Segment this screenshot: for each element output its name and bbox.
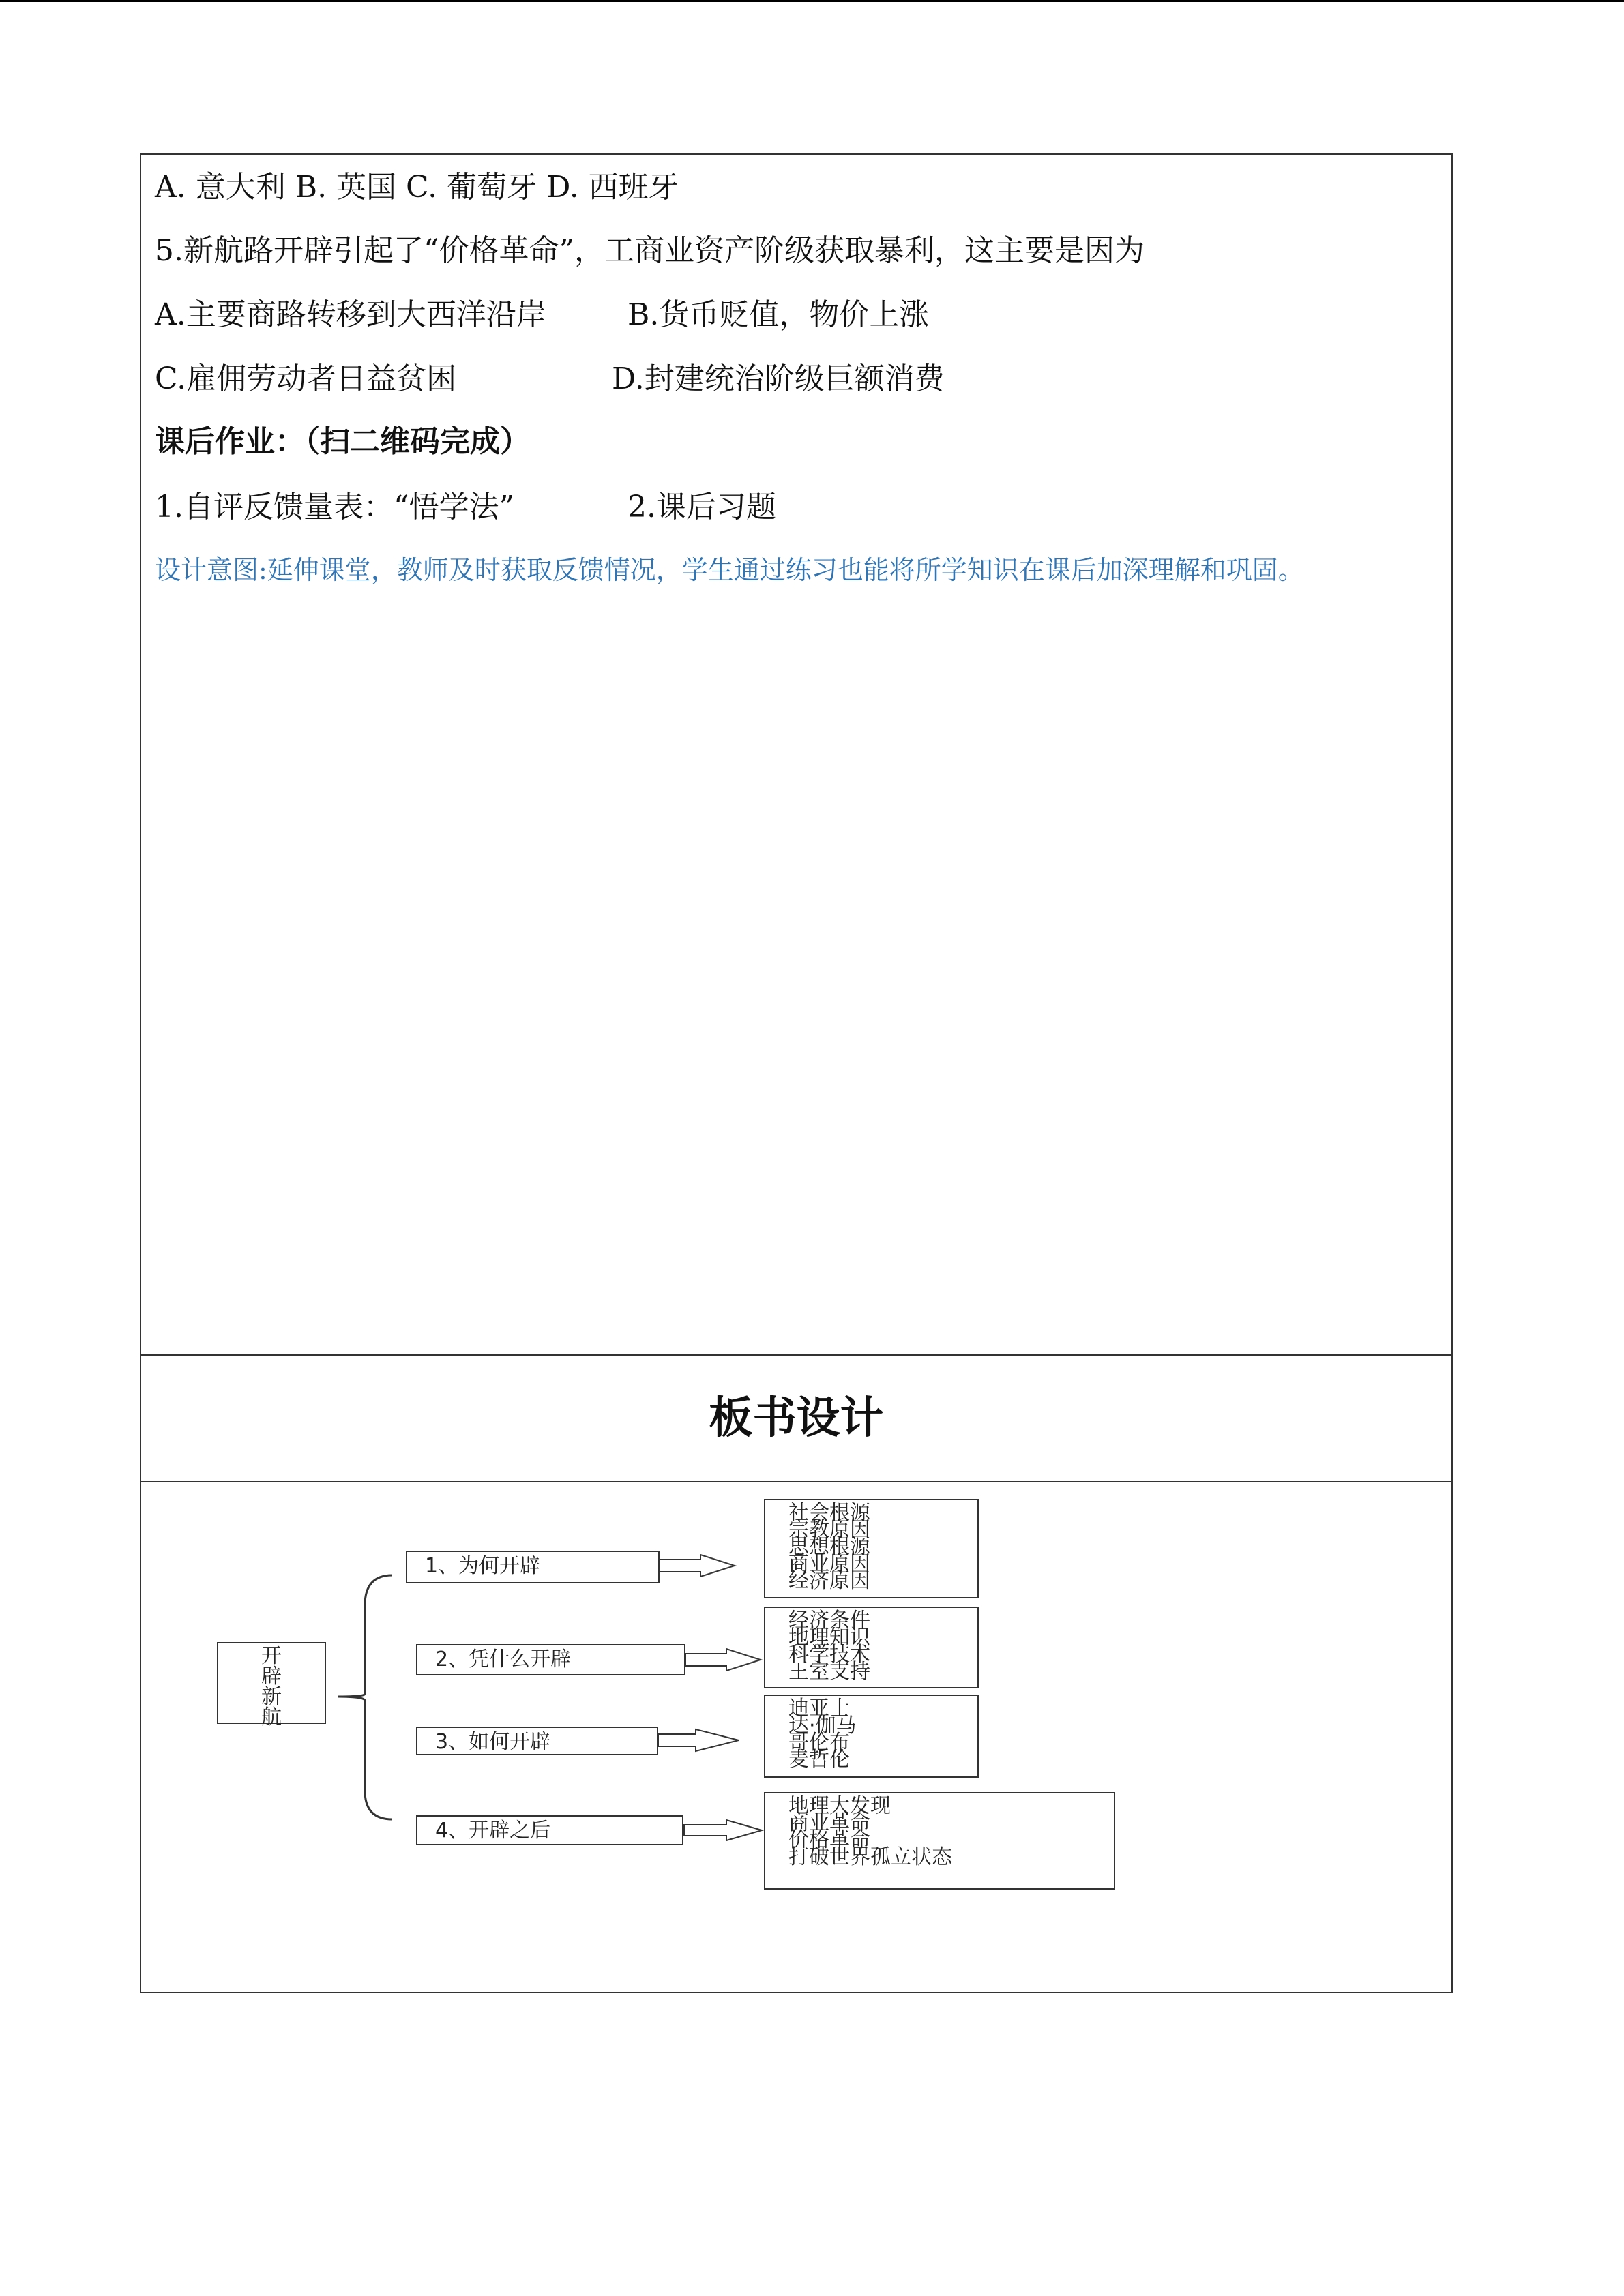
- root-char: 开: [261, 1644, 282, 1668]
- answer-item: 迪亚士: [788, 1697, 850, 1720]
- curly-brace: [338, 1575, 392, 1819]
- table-row-divider: [140, 1354, 1453, 1356]
- arrow-icon: [658, 1729, 739, 1751]
- answer-item: 科学技术: [788, 1643, 870, 1667]
- board-diagram: [140, 1482, 1453, 1987]
- answer-item: 王室支持: [788, 1660, 870, 1684]
- arrow-icon: [684, 1820, 762, 1840]
- branch-box-how-possible: 2、凭什么开辟: [416, 1644, 685, 1675]
- root-char: 航: [261, 1705, 282, 1729]
- board-design-title: 板书设计: [709, 1393, 884, 1444]
- answer-item: 宗教原因: [788, 1518, 870, 1542]
- branch-box-after: 4、开辟之后: [416, 1815, 683, 1845]
- answer-item: 价格革命: [788, 1828, 870, 1852]
- answer-item: 地理知识: [788, 1626, 870, 1650]
- branch-box-why: 1、为何开辟: [406, 1551, 660, 1583]
- homework-heading: 课后作业：（扫二维码完成）: [155, 424, 530, 459]
- answer-item: 打破世界孤立状态: [788, 1845, 952, 1869]
- branch-box-how: 3、如何开辟: [416, 1727, 658, 1755]
- arrow-icon: [660, 1555, 735, 1577]
- question4-options: A. 意大利 B. 英国 C. 葡萄牙 D. 西班牙: [155, 170, 679, 205]
- page-top-border: [0, 0, 1624, 2]
- answer-item: 商业原因: [788, 1552, 870, 1576]
- homework-item-1: 1.自评反馈量表：“悟学法”: [155, 490, 514, 524]
- question5-option-b: B.货币贬值，物价上涨: [628, 297, 930, 332]
- answer-item: 社会根源: [788, 1501, 870, 1525]
- answer-item: 达·伽马: [788, 1714, 857, 1738]
- arrow-icon: [685, 1649, 761, 1671]
- answer-box-conditions: [764, 1607, 979, 1688]
- answer-box-explorers: [764, 1695, 979, 1778]
- answer-item: 麦哲伦: [788, 1748, 850, 1772]
- root-char: 新: [261, 1685, 282, 1709]
- answer-box-causes: [764, 1499, 979, 1598]
- answer-item: 经济条件: [788, 1609, 870, 1632]
- answer-box-consequences: [764, 1792, 1115, 1890]
- question5-stem: 5.新航路开辟引起了“价格革命”，工商业资产阶级获取暴利，这主要是因为: [155, 233, 1145, 268]
- question5-option-c: C.雇佣劳动者日益贫困: [155, 361, 457, 396]
- question5-option-d: D.封建统治阶级巨额消费: [612, 361, 945, 396]
- root-box-open-new-routes: [217, 1642, 326, 1729]
- design-intent: 设计意图:延伸课堂，教师及时获取反馈情况，学生通过练习也能将所学知识在课后加深理解和巩固。: [155, 555, 1304, 585]
- homework-item-2: 2.课后习题: [628, 490, 776, 524]
- root-char: 辟: [261, 1665, 282, 1688]
- answer-item: 商业革命: [788, 1811, 870, 1835]
- answer-item: 经济原因: [788, 1569, 870, 1593]
- answer-item: 思想根源: [788, 1535, 870, 1559]
- answer-item: 哥伦布: [788, 1731, 850, 1755]
- answer-item: 地理大发现: [788, 1794, 891, 1818]
- question5-option-a: A.主要商路转移到大西洋沿岸: [155, 297, 546, 332]
